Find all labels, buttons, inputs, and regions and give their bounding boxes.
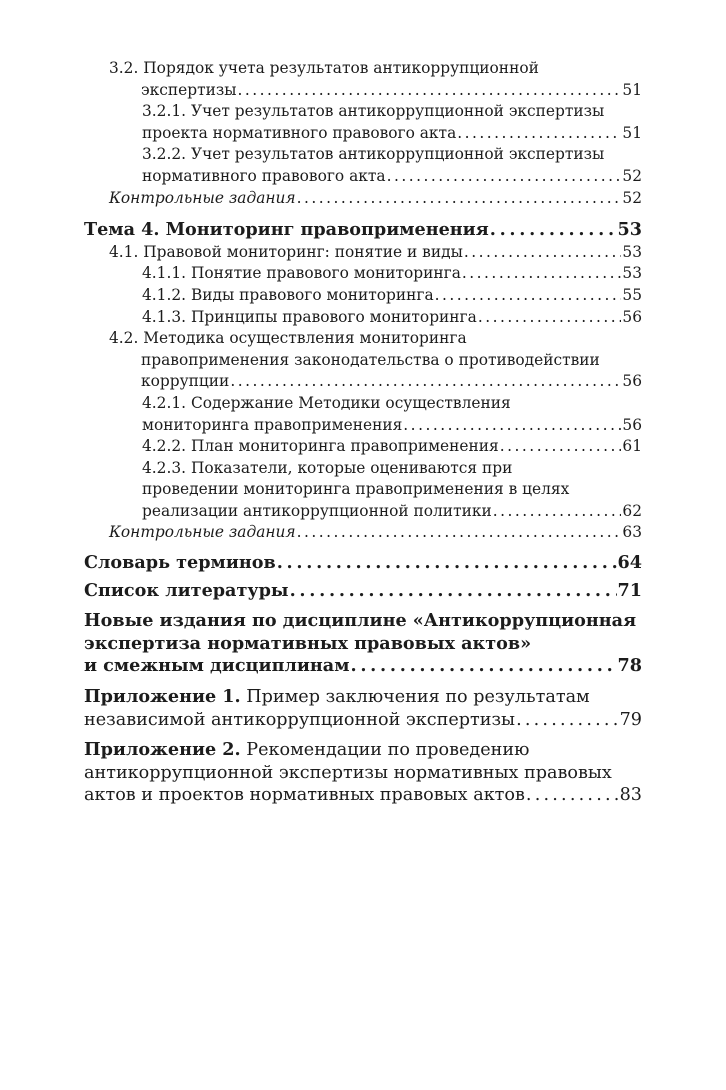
dot-leader — [387, 166, 622, 188]
toc-entry-topic-4[interactable] — [84, 219, 642, 242]
page-number: 53 — [622, 264, 642, 283]
page-number: 56 — [622, 372, 642, 391]
page-number: 61 — [622, 437, 642, 456]
appendix-label: Приложение 2. — [84, 739, 241, 761]
toc-entry-text: 4.2. Методика осуществления мониторинга — [109, 329, 467, 348]
page-number: 56 — [622, 415, 642, 434]
dot-leader — [230, 371, 621, 393]
toc-entry-text: Список литературы — [84, 579, 289, 601]
toc-entry-new-editions[interactable] — [84, 610, 642, 678]
dot-leader — [238, 80, 622, 102]
dot-leader — [526, 784, 619, 807]
toc-entry-text: 4.2.3. Показатели, которые оцениваются при — [142, 458, 513, 477]
table-of-contents — [84, 58, 642, 807]
toc-entry-text: реализации антикоррупционной политики — [142, 501, 492, 520]
dot-leader — [457, 123, 621, 145]
toc-entry-4-2-3[interactable] — [84, 458, 642, 523]
toc-entry-4-2[interactable] — [84, 328, 642, 393]
toc-entry-3-2[interactable] — [84, 58, 642, 101]
page-number: 55 — [622, 285, 642, 304]
page-number: 78 — [617, 655, 642, 677]
toc-entry-4-1[interactable] — [84, 242, 642, 264]
appendix-label: Приложение 1. — [84, 686, 241, 708]
toc-entry-text: Словарь терминов — [84, 552, 276, 574]
toc-entry-text: Контрольные задания — [109, 188, 296, 207]
toc-entry-text: экспертизы — [141, 80, 237, 99]
page-number: 79 — [619, 709, 642, 730]
page-number: 53 — [622, 242, 642, 261]
page-number: 56 — [622, 307, 642, 326]
dot-leader — [490, 219, 617, 242]
page-number: 51 — [622, 80, 642, 99]
toc-entry-text: 4.1.1. Понятие правового мониторинга — [142, 264, 461, 283]
page-number: 83 — [619, 785, 642, 806]
toc-entry-text: 4.1. Правовой мониторинг: понятие и виды — [109, 242, 463, 261]
toc-entry-text: 3.2.1. Учет результатов антикоррупционной экспертизы — [142, 102, 605, 121]
toc-entry-text: проведении мониторинга правоприменения в целях — [142, 480, 570, 499]
toc-entry-references[interactable] — [84, 580, 642, 603]
dot-leader — [478, 307, 622, 329]
dot-leader — [403, 415, 621, 437]
toc-entry-text: нормативного правового акта — [142, 166, 386, 185]
toc-entry-3-2-1[interactable] — [84, 101, 642, 144]
toc-entry-appendix-2[interactable] — [84, 739, 642, 807]
toc-entry-appendix-1[interactable] — [84, 686, 642, 731]
toc-entry-control-tasks-3[interactable] — [84, 188, 642, 210]
dot-leader — [350, 655, 616, 678]
toc-entry-text: 3.2. Порядок учета результатов антикоррупционной — [109, 59, 539, 77]
toc-entry-4-1-1[interactable] — [84, 263, 642, 285]
toc-entry-text: 4.2.2. План мониторинга правоприменения — [142, 437, 499, 456]
page-number: 71 — [617, 579, 642, 601]
dot-leader — [297, 188, 622, 210]
toc-entry-4-1-3[interactable] — [84, 307, 642, 329]
toc-entry-glossary[interactable] — [84, 552, 642, 575]
dot-leader — [435, 285, 622, 307]
toc-entry-3-2-2[interactable] — [84, 144, 642, 187]
toc-entry-text: мониторинга правоприменения — [142, 415, 403, 434]
dot-leader — [462, 263, 622, 285]
dot-leader — [277, 552, 617, 575]
dot-leader — [290, 580, 617, 603]
page-number: 64 — [617, 552, 642, 574]
toc-entry-4-2-2[interactable] — [84, 436, 642, 458]
toc-entry-4-2-1[interactable] — [84, 393, 642, 436]
page-number: 52 — [622, 166, 642, 185]
dot-leader — [297, 522, 622, 544]
toc-entry-text: и смежным дисциплинам — [84, 655, 350, 677]
toc-entry-text: 4.1.2. Виды правового мониторинга — [142, 285, 434, 304]
dot-leader — [464, 242, 622, 264]
toc-entry-text: Тема 4. Мониторинг правоприменения — [84, 219, 489, 241]
dot-leader — [500, 436, 622, 458]
toc-entry-text: Рекомендации по проведению — [240, 740, 530, 761]
toc-entry-text: проекта нормативного правового акта — [142, 123, 457, 142]
toc-entry-control-tasks-4[interactable] — [84, 522, 642, 544]
toc-entry-text: антикоррупционной экспертизы нормативных правовых — [84, 762, 612, 783]
dot-leader — [516, 709, 619, 732]
toc-entry-text: Контрольные задания — [109, 523, 296, 542]
toc-entry-text: независимой антикоррупционной экспертизы — [84, 709, 516, 730]
page-number: 62 — [622, 501, 642, 520]
toc-entry-text: 4.2.1. Содержание Методики осуществления — [142, 393, 511, 412]
toc-entry-text: коррупции — [141, 372, 230, 391]
dot-leader — [493, 501, 622, 523]
page-number: 63 — [622, 523, 642, 542]
toc-entry-text: правоприменения законодательства о противодействии — [141, 350, 600, 369]
toc-entry-text: актов и проектов нормативных правовых актов — [84, 785, 525, 806]
page-number: 51 — [622, 123, 642, 142]
toc-entry-text: Новые издания по дисциплине «Антикоррупционная — [84, 610, 637, 632]
toc-entry-4-1-2[interactable] — [84, 285, 642, 307]
toc-entry-text: 3.2.2. Учет результатов антикоррупционной экспертизы — [142, 145, 605, 164]
toc-entry-text: экспертиза нормативных правовых актов» — [84, 632, 532, 654]
toc-entry-text: Пример заключения по результатам — [240, 687, 590, 708]
page-number: 53 — [617, 219, 642, 241]
page-number: 52 — [622, 188, 642, 207]
toc-entry-text: 4.1.3. Принципы правового мониторинга — [142, 307, 477, 326]
